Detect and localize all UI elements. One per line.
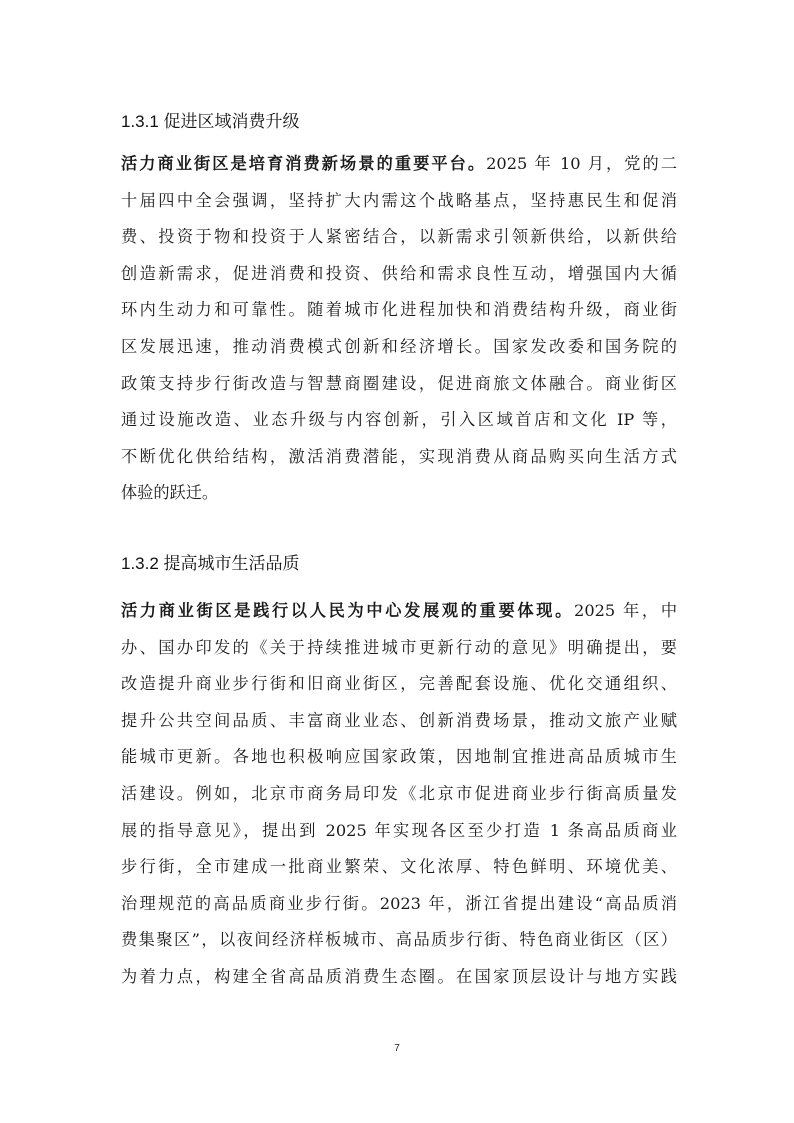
paragraph-line: 区发展迅速，推动消费模式创新和经济增长。国家发改委和国务院的 — [121, 336, 677, 356]
section-1-3-1-paragraph — [121, 146, 677, 512]
section-1-3-2-paragraph — [121, 593, 677, 996]
paragraph-line: 不断优化供给结构，激活消费潜能，实现消费从商品购买向生活方式 — [121, 446, 677, 466]
paragraph-line: 活力商业街区是培育消费新场景的重要平台。2025 年 10 月，党的二 — [121, 154, 678, 173]
paragraph-line: 展的指导意见》，提出到 2025 年实现各区至少打造 1 条高品质商业 — [121, 820, 677, 840]
paragraph-line: 活建设。例如，北京市商务局印发《北京市促进商业步行街高质量发 — [121, 783, 677, 803]
lead-sentence: 活力商业街区是培育消费新场景的重要平台。 — [121, 154, 487, 173]
paragraph-line: 办、国办印发的《关于持续推进城市更新行动的意见》明确提出，要 — [121, 637, 677, 657]
section-heading-1-3-2: 1.3.2 提高城市生活品质 — [121, 554, 300, 573]
lead-sentence: 活力商业街区是践行以人民为中心发展观的重要体现。 — [121, 601, 575, 620]
paragraph-line: 改造提升商业步行街和旧商业街区，完善配套设施、优化交通组织、 — [121, 674, 677, 694]
paragraph-line: 环内生动力和可靠性。随着城市化进程加快和消费结构升级，商业街 — [121, 300, 677, 320]
paragraph-line: 通过设施改造、业态升级与内容创新，引入区域首店和文化 IP 等， — [121, 410, 677, 430]
page-number: 7 — [394, 1043, 400, 1054]
paragraph-line: 十届四中全会强调，坚持扩大内需这个战略基点，坚持惠民生和促消 — [121, 190, 677, 210]
paragraph-line: 治理规范的高品质商业步行街。2023 年，浙江省提出建设“高品质消 — [121, 893, 677, 913]
paragraph-line: 体验的跃迁。 — [121, 483, 219, 503]
paragraph-line: 为着力点，构建全省高品质消费生态圈。在国家顶层设计与地方实践 — [121, 966, 677, 986]
paragraph-line: 步行街，全市建成一批商业繁荣、文化浓厚、特色鲜明、环境优美、 — [121, 857, 677, 877]
section-heading-1-3-1: 1.3.1 促进区域消费升级 — [121, 112, 300, 131]
paragraph-line: 活力商业街区是践行以人民为中心发展观的重要体现。2025 年，中 — [121, 601, 678, 620]
paragraph-line: 提升公共空间品质、丰富商业业态、创新消费场景，推动文旅产业赋 — [121, 710, 677, 730]
paragraph-line: 政策支持步行街改造与智慧商圈建设，促进商旅文体融合。商业街区 — [121, 373, 677, 393]
paragraph-line: 创造新需求，促进消费和投资、供给和需求良性互动，增强国内大循 — [121, 263, 677, 283]
paragraph-line: 费集聚区”，以夜间经济样板城市、高品质步行街、特色商业街区（区） — [121, 930, 677, 950]
paragraph-line: 费、投资于物和投资于人紧密结合，以新需求引领新供给，以新供给 — [121, 227, 677, 247]
paragraph-line: 能城市更新。各地也积极响应国家政策，因地制宜推进高品质城市生 — [121, 747, 677, 767]
